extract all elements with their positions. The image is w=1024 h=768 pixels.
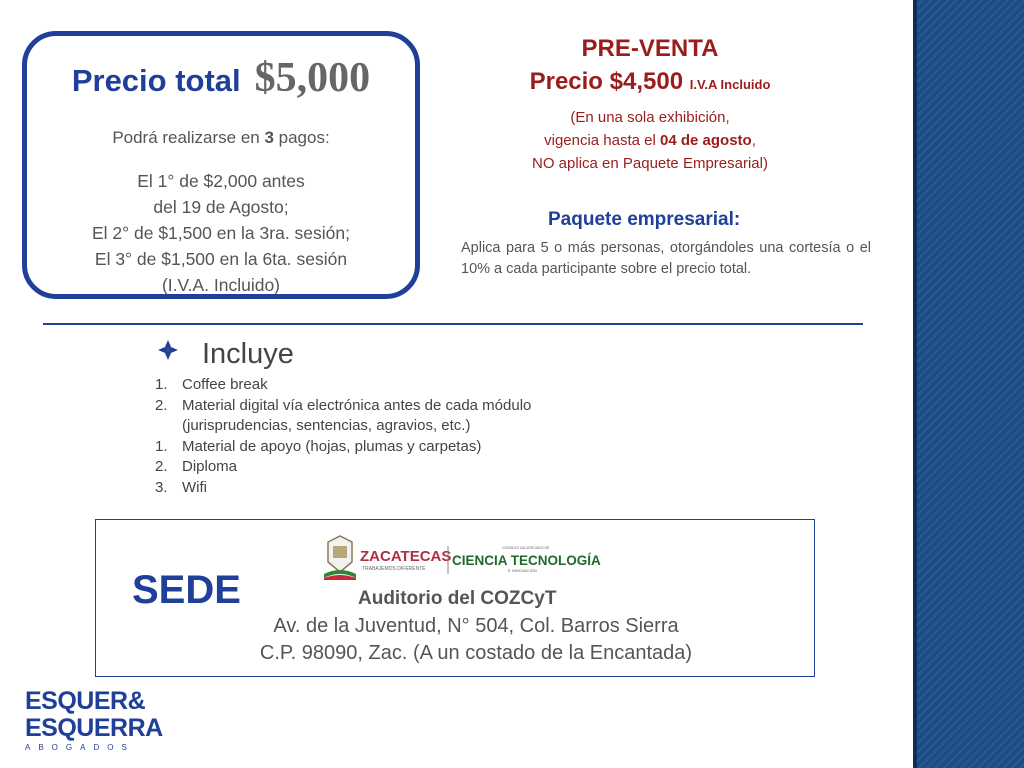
firm-logo-line-1: ESQUER& (25, 687, 146, 715)
logo-zacatecas-sub: TRABAJEMOS DIFERENTE (362, 566, 426, 572)
list-item (155, 396, 531, 417)
list-item-number: 1. (155, 437, 168, 455)
list-item-number: 2. (155, 458, 168, 475)
list-item-text: Material de apoyo (hojas, plumas y carpetas) (182, 437, 482, 455)
list-item-text: Material digital vía electrónica antes de cada módulo (182, 396, 532, 414)
list-item-number: 1. (155, 376, 168, 393)
includes-heading (158, 338, 294, 371)
presale-section (470, 33, 830, 175)
package-description: Aplica para 5 o más personas, otorgándoles una cortesía o el 10% a cada participante sobre el precio total. (461, 240, 871, 277)
presale-note-2-suffix: , (751, 132, 756, 149)
venue-address-line-1: Av. de la Juventud, N° 504, Col. Barros Sierra (273, 615, 679, 637)
list-item-continuation (155, 416, 531, 437)
presale-deadline: 04 de agosto (660, 132, 752, 149)
venue-name: Auditorio del COZCyT (358, 588, 557, 609)
presale-note-2-prefix: vigencia hasta el (544, 132, 661, 149)
strip-edge (913, 0, 917, 768)
list-item-number: 2. (155, 396, 168, 414)
payment-line: El 2° de $1,500 en la 3ra. sesión; (91, 223, 350, 243)
package-title: Paquete empresarial: (548, 209, 741, 230)
firm-logo-line-2: ESQUERRA (25, 714, 163, 742)
payment-line: El 1° de $2,000 antes (137, 171, 305, 191)
zacatecas-shield-icon (324, 536, 356, 580)
total-price-title (27, 54, 415, 102)
logo-ciencia-tecnologia: CIENCIA TECNOLOGÍA (452, 553, 601, 568)
section-divider (43, 323, 863, 325)
presale-note-1: (En una sola exhibición, (570, 109, 730, 126)
diamond-bullet-icon (158, 340, 178, 360)
list-item-text: (jurisprudencias, sentencias, agravios, etc.) (182, 417, 471, 434)
payment-line: (I.V.A. Incluido) (161, 275, 281, 295)
venue-address-line-2: C.P. 98090, Zac. (A un costado de la Encantada) (259, 642, 693, 664)
presale-price-value: Precio $4,500 (529, 68, 690, 95)
presale-iva: I.V.A Incluido (689, 77, 771, 92)
firm-logo-sub: ABOGADOS (25, 743, 135, 752)
includes-heading-text: Incluye (202, 338, 294, 370)
list-item (155, 375, 531, 396)
venue-box (95, 519, 815, 677)
payments-suffix: pagos: (273, 128, 330, 147)
sponsor-logos (324, 532, 610, 580)
venue-label: SEDE (132, 568, 241, 612)
right-decorative-strip (913, 0, 1024, 768)
logo-cozcyt-sub: E INNOVACIÓN (508, 568, 537, 573)
presale-notes (470, 106, 830, 175)
total-price-amount: $5,000 (254, 55, 371, 101)
total-price-label: Precio total (71, 63, 241, 98)
list-item (155, 437, 531, 458)
includes-list (155, 375, 531, 498)
logo-zacatecas: ZACATECAS (360, 548, 452, 565)
payments-count: 3 (264, 128, 274, 147)
presale-price (470, 65, 830, 102)
list-item (155, 457, 531, 478)
presale-note-3: NO aplica en Paquete Empresarial) (532, 155, 768, 172)
payments-schedule (27, 168, 415, 298)
payment-line: El 3° de $1,500 en la 6ta. sesión (94, 249, 348, 269)
list-item-text: Diploma (182, 458, 238, 475)
payments-intro (27, 128, 415, 148)
list-item-text: Coffee break (182, 376, 268, 393)
payments-prefix: Podrá realizarse en (112, 128, 265, 147)
firm-logo (25, 688, 165, 752)
total-price-box (22, 31, 420, 299)
list-item-number: 3. (155, 478, 168, 496)
presale-title: PRE-VENTA (581, 35, 719, 62)
list-item-text: Wifi (182, 478, 207, 496)
payment-line: del 19 de Agosto; (153, 197, 289, 217)
logo-cozcyt-top: CONSEJO ZACATECANO DE (502, 546, 550, 550)
presale-note-2 (470, 129, 830, 152)
list-item (155, 478, 531, 499)
